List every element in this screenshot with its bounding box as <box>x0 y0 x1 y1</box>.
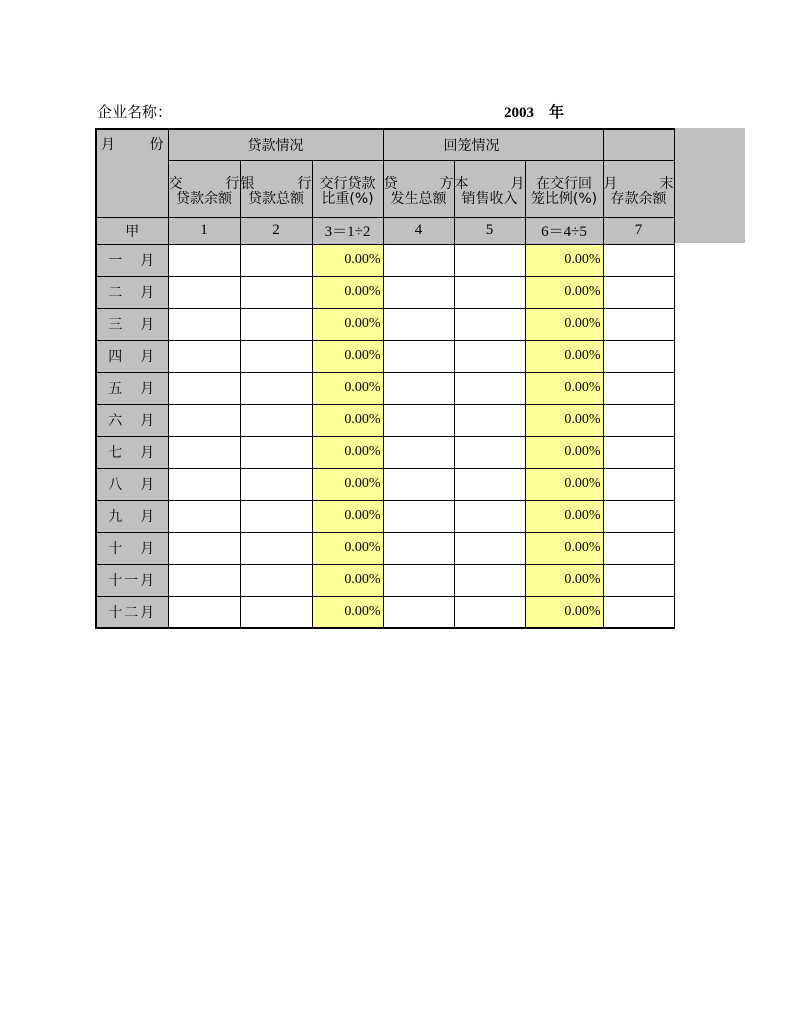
table-row <box>96 372 674 404</box>
month-cell: 三 月 <box>96 308 168 340</box>
column-header-line1: 本 <box>454 175 469 192</box>
input-cell-1[interactable] <box>168 436 240 468</box>
return-group-header: 回笼情况 <box>383 129 603 160</box>
input-cell-1[interactable] <box>168 532 240 564</box>
input-cell-1[interactable] <box>168 468 240 500</box>
table-row <box>96 500 674 532</box>
ratio-cell-6[interactable]: 0.00% <box>525 500 603 532</box>
input-cell-5[interactable] <box>454 436 525 468</box>
table-row <box>96 340 674 372</box>
input-cell-7[interactable] <box>603 532 674 564</box>
input-cell-4[interactable] <box>383 564 454 596</box>
column-header-line1: 交行贷款 <box>319 175 376 192</box>
input-cell-7[interactable] <box>603 564 674 596</box>
table-row <box>96 596 674 628</box>
input-cell-5[interactable] <box>454 596 525 628</box>
input-cell-4[interactable] <box>383 276 454 308</box>
input-cell-4[interactable] <box>383 308 454 340</box>
column-header-line2: 销售收入 <box>461 190 518 207</box>
input-cell-2[interactable] <box>240 436 312 468</box>
ratio-cell-6[interactable]: 0.00% <box>525 372 603 404</box>
input-cell-1[interactable] <box>168 340 240 372</box>
input-cell-7[interactable] <box>603 340 674 372</box>
column-header-7 <box>603 160 674 217</box>
input-cell-1[interactable] <box>168 372 240 404</box>
input-cell-1[interactable] <box>168 564 240 596</box>
month-cell: 八 月 <box>96 468 168 500</box>
ratio-cell-3[interactable]: 0.00% <box>312 404 383 436</box>
loan-report-table <box>95 128 675 629</box>
index-cell: 甲 <box>96 217 168 244</box>
month-cell: 七 月 <box>96 436 168 468</box>
ratio-cell-6[interactable]: 0.00% <box>525 308 603 340</box>
month-cell: 一 月 <box>96 244 168 276</box>
ratio-cell-6[interactable]: 0.00% <box>525 244 603 276</box>
input-cell-2[interactable] <box>240 532 312 564</box>
input-cell-7[interactable] <box>603 244 674 276</box>
index-cell: 5 <box>454 217 525 244</box>
table-row <box>96 564 674 596</box>
ratio-cell-3[interactable]: 0.00% <box>312 564 383 596</box>
ratio-cell-3[interactable]: 0.00% <box>312 340 383 372</box>
ratio-cell-3[interactable]: 0.00% <box>312 436 383 468</box>
input-cell-2[interactable] <box>240 372 312 404</box>
column-header-line1: 银 <box>240 175 255 192</box>
input-cell-1[interactable] <box>168 500 240 532</box>
input-cell-2[interactable] <box>240 276 312 308</box>
input-cell-7[interactable] <box>603 596 674 628</box>
index-cell: 6＝4÷5 <box>525 217 603 244</box>
column-header-line1: 月 <box>603 175 618 192</box>
column-header-line1: 在交行回 <box>536 175 592 192</box>
column-header-line1b: 方 <box>439 175 454 192</box>
input-cell-5[interactable] <box>454 468 525 500</box>
month-header-b: 份 <box>149 137 164 153</box>
table-row <box>96 276 674 308</box>
column-header-2 <box>240 160 312 217</box>
ratio-cell-3[interactable]: 0.00% <box>312 276 383 308</box>
input-cell-1[interactable] <box>168 244 240 276</box>
table-row <box>96 436 674 468</box>
input-cell-5[interactable] <box>454 308 525 340</box>
table-row <box>96 244 674 276</box>
column-header-line1: 贷 <box>383 175 398 192</box>
column-header-3 <box>312 160 383 217</box>
index-cell: 2 <box>240 217 312 244</box>
year-label: 2003 年 <box>504 105 565 121</box>
ratio-cell-3[interactable]: 0.00% <box>312 468 383 500</box>
ratio-cell-6[interactable]: 0.00% <box>525 532 603 564</box>
deposit-group-header <box>603 129 674 160</box>
input-cell-5[interactable] <box>454 276 525 308</box>
input-cell-5[interactable] <box>454 372 525 404</box>
column-header-4 <box>383 160 454 217</box>
input-cell-7[interactable] <box>603 404 674 436</box>
input-cell-2[interactable] <box>240 308 312 340</box>
month-cell: 五 月 <box>96 372 168 404</box>
input-cell-2[interactable] <box>240 244 312 276</box>
column-header-1 <box>168 160 240 217</box>
input-cell-1[interactable] <box>168 404 240 436</box>
input-cell-5[interactable] <box>454 564 525 596</box>
input-cell-4[interactable] <box>383 500 454 532</box>
column-header-line1b: 月 <box>510 175 525 192</box>
index-cell: 4 <box>383 217 454 244</box>
month-cell: 六 月 <box>96 404 168 436</box>
column-header-line1b: 末 <box>659 175 674 192</box>
month-header <box>96 129 168 217</box>
ratio-cell-3[interactable]: 0.00% <box>312 372 383 404</box>
column-header-5 <box>454 160 525 217</box>
ratio-cell-6[interactable]: 0.00% <box>525 340 603 372</box>
table-row <box>96 468 674 500</box>
column-header-6 <box>525 160 603 217</box>
month-cell: 四 月 <box>96 340 168 372</box>
company-name-label: 企业名称： <box>97 103 173 121</box>
input-cell-2[interactable] <box>240 596 312 628</box>
input-cell-7[interactable] <box>603 308 674 340</box>
column-header-line2: 贷款总额 <box>248 190 304 207</box>
ratio-cell-3[interactable]: 0.00% <box>312 500 383 532</box>
month-cell: 二 月 <box>96 276 168 308</box>
input-cell-4[interactable] <box>383 436 454 468</box>
column-header-line1: 交 <box>168 175 183 192</box>
input-cell-4[interactable] <box>383 468 454 500</box>
input-cell-1[interactable] <box>168 596 240 628</box>
input-cell-4[interactable] <box>383 404 454 436</box>
index-cell: 1 <box>168 217 240 244</box>
input-cell-4[interactable] <box>383 596 454 628</box>
input-cell-5[interactable] <box>454 532 525 564</box>
input-cell-4[interactable] <box>383 340 454 372</box>
ratio-cell-3[interactable]: 0.00% <box>312 244 383 276</box>
ratio-cell-6[interactable]: 0.00% <box>525 436 603 468</box>
month-cell: 九 月 <box>96 500 168 532</box>
input-cell-1[interactable] <box>168 308 240 340</box>
month-header-a: 月 <box>101 137 115 153</box>
input-cell-7[interactable] <box>603 468 674 500</box>
input-cell-2[interactable] <box>240 564 312 596</box>
column-header-line2: 贷款余额 <box>176 190 232 207</box>
input-cell-5[interactable] <box>454 340 525 372</box>
column-header-line1b: 行 <box>297 175 312 192</box>
column-header-line2: 比重(%) <box>321 190 374 207</box>
input-cell-7[interactable] <box>603 276 674 308</box>
column-header-line2: 笼比例(%) <box>530 190 598 207</box>
month-cell: 十 月 <box>96 532 168 564</box>
column-header-line2: 发生总额 <box>390 190 447 207</box>
input-cell-4[interactable] <box>383 372 454 404</box>
ratio-cell-3[interactable]: 0.00% <box>312 596 383 628</box>
input-cell-1[interactable] <box>168 276 240 308</box>
loan-group-header: 贷款情况 <box>168 129 383 160</box>
index-cell: 3＝1÷2 <box>312 217 383 244</box>
ratio-cell-6[interactable]: 0.00% <box>525 564 603 596</box>
input-cell-4[interactable] <box>383 532 454 564</box>
input-cell-7[interactable] <box>603 372 674 404</box>
column-header-line2: 存款余额 <box>610 190 667 207</box>
index-cell: 7 <box>603 217 674 244</box>
input-cell-2[interactable] <box>240 500 312 532</box>
ratio-cell-6[interactable]: 0.00% <box>525 276 603 308</box>
ratio-cell-6[interactable]: 0.00% <box>525 468 603 500</box>
input-cell-5[interactable] <box>454 500 525 532</box>
input-cell-2[interactable] <box>240 404 312 436</box>
ratio-cell-3[interactable]: 0.00% <box>312 308 383 340</box>
input-cell-7[interactable] <box>603 436 674 468</box>
ratio-cell-3[interactable]: 0.00% <box>312 532 383 564</box>
ratio-cell-6[interactable]: 0.00% <box>525 404 603 436</box>
input-cell-4[interactable] <box>383 244 454 276</box>
table-row <box>96 308 674 340</box>
month-cell: 十一月 <box>96 564 168 596</box>
ratio-cell-6[interactable]: 0.00% <box>525 596 603 628</box>
month-cell: 十二月 <box>96 596 168 628</box>
table-row <box>96 532 674 564</box>
input-cell-2[interactable] <box>240 468 312 500</box>
input-cell-5[interactable] <box>454 404 525 436</box>
input-cell-5[interactable] <box>454 244 525 276</box>
column-header-line1b: 行 <box>225 175 240 192</box>
input-cell-2[interactable] <box>240 340 312 372</box>
table-row <box>96 404 674 436</box>
input-cell-7[interactable] <box>603 500 674 532</box>
